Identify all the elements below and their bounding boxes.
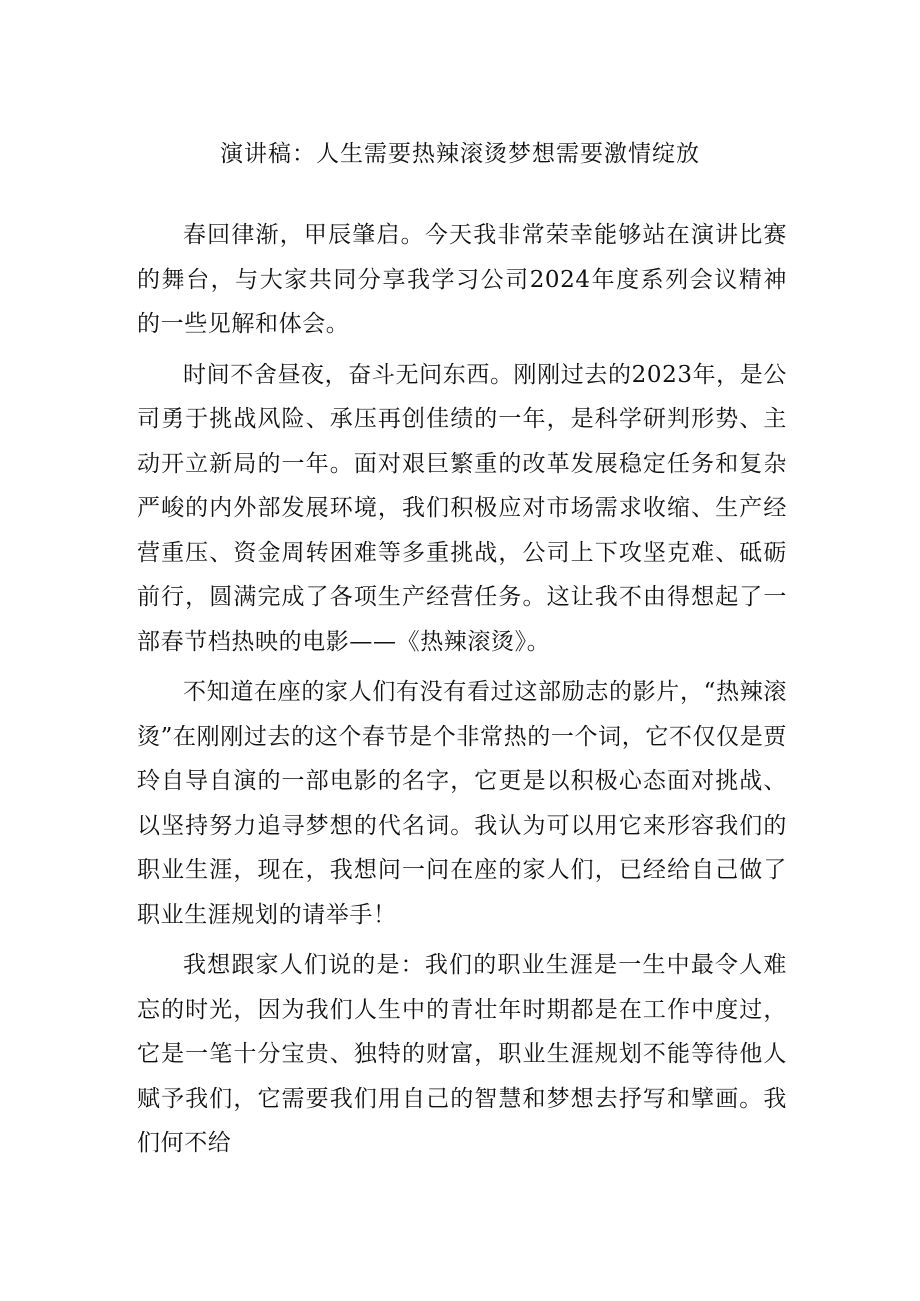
paragraph-career: 我想跟家人们说的是：我们的职业生涯是一生中最令人难忘的时光，因为我们人生中的青壮年时期都是在工作中度过，它是一笔十分宝贵、独特的财富，职业生涯规划不能等待他人赋予我们，它需要我们用自己的智慧和梦想去抒写和擘画。我们何不给 bbox=[137, 952, 787, 1156]
paragraph-review-2023: 时间不舍昼夜，奋斗无问东西。刚刚过去的2023年，是公司勇于挑战风险、承压再创佳绩的一年，是科学研判形势、主动开立新局的一年。面对艰巨繁重的改革发展稳定任务和复杂严峻的内外部发展环境，我们积极应对市场需求收缩、生产经营重压、资金周转困难等多重挑战，公司上下攻坚克难、砥砺前行，圆满完成了各项生产经营任务。这让我不由得想起了一部春节档热映的电影——《热辣滚烫》。 bbox=[137, 361, 787, 655]
document-title: 演讲稿：人生需要热辣滚烫梦想需要激情绽放 bbox=[220, 141, 700, 167]
document-body bbox=[137, 213, 787, 1172]
paragraph-movie: 不知道在座的家人们有没有看过这部励志的影片，“热辣滚烫”在刚刚过去的这个春节是个非常热的一个词，它不仅仅是贾玲自导自演的一部电影的名字，它更是以积极心态面对挑战、以坚持努力追寻梦想的代名词。我认为可以用它来形容我们的职业生涯，现在，我想问一问在座的家人们，已经给自己做了职业生涯规划的请举手！ bbox=[137, 679, 787, 928]
paragraph-opening: 春回律渐，甲辰肇启。今天我非常荣幸能够站在演讲比赛的舞台，与大家共同分享我学习公司2024年度系列会议精神的一些见解和体会。 bbox=[137, 222, 787, 337]
